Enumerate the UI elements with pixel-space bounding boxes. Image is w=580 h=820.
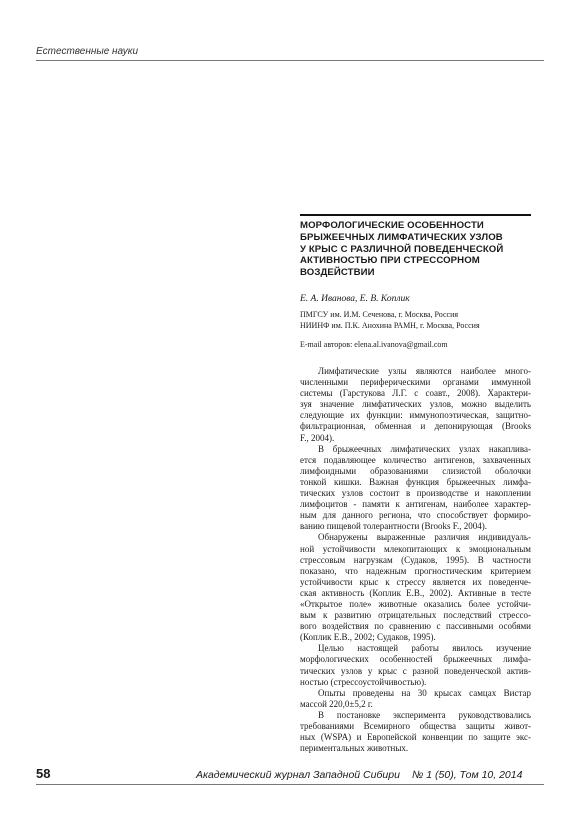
body-line: периментальных животных. xyxy=(300,743,409,754)
title-line: МОРФОЛОГИЧЕСКИЕ ОСОБЕННОСТИ xyxy=(300,220,484,231)
body-line: Опыты проведены на 30 крысах самцах Вистар xyxy=(318,687,531,698)
body-line: ется подавляющее количество антигенов, захваченных xyxy=(300,454,531,465)
issue-info: № 1 (50), Том 10, 2014 xyxy=(412,769,523,781)
body-line: показано, что надежным прогностическим критерием xyxy=(300,565,531,576)
affiliations xyxy=(300,310,480,331)
body-line: стрессовым нагрузкам (Судаков, 1995). В частности xyxy=(300,554,531,565)
article-body xyxy=(300,366,531,754)
body-line: Целью настоящей работы явилось изучение xyxy=(318,643,531,654)
body-line: фильтрационная, обменная и депонирующая (Brooks xyxy=(300,421,531,432)
article-title xyxy=(300,220,532,279)
body-line: ностью (стрессоустойчивостью). xyxy=(300,676,427,687)
section-header: Естественные науки xyxy=(36,46,139,57)
body-line: массой 220,0±5,2 г. xyxy=(300,698,373,709)
body-line: ным для данного региона, что способствует формиро- xyxy=(300,510,531,521)
affiliation: ПМГСУ им. И.М. Сеченова, г. Москва, Россия xyxy=(300,310,459,319)
title-line: АКТИВНОСТЬЮ ПРИ СТРЕССОРНОМ xyxy=(300,255,480,267)
body-line: численными периферическими органами иммунной xyxy=(300,377,531,388)
author-email: E-mail авторов: elena.al.ivanova@gmail.com xyxy=(300,340,448,349)
body-line: В постановке эксперимента руководствовались xyxy=(318,709,531,720)
body-line: лимфоидными образованиями слизистой оболочки xyxy=(300,465,531,476)
body-line: устойчивости крыс к стрессу является их поведенче- xyxy=(300,576,531,587)
body-line: тонкой кишки. Важная функция брыжеечных лимфа- xyxy=(300,476,531,487)
body-line: В брыжеечных лимфатических узлах накаплива- xyxy=(318,443,531,454)
body-line: вого воздействия по сравнению с пассивными особями xyxy=(300,621,531,632)
body-line: морфологических особенностей брыжеечных лимфа- xyxy=(300,654,531,665)
body-line: зуя значение лимфатических узлов, можно выделить xyxy=(300,399,531,410)
body-line: тических узлов состоит в производстве и накоплении xyxy=(300,488,531,499)
affiliation: НИИНФ им. П.К. Анохина РАМН, г. Москва, Россия xyxy=(300,320,480,330)
body-line: лимфоцитов - памяти к антигенам, наиболее характер- xyxy=(300,499,531,510)
footer-rule xyxy=(36,784,544,785)
body-line: требованиями Всемирного общества защиты живот- xyxy=(300,721,531,731)
title-rule xyxy=(300,214,531,216)
body-line: F., 2004). xyxy=(300,432,335,443)
body-line: (Коплик Е.В., 2002; Судаков, 1995). xyxy=(300,632,436,643)
title-line: ВОЗДЕЙСТВИИ xyxy=(300,267,375,279)
body-line: «Открытое поле» животные оказались более устойчи- xyxy=(300,598,531,609)
title-line: БРЫЖЕЕЧНЫХ ЛИМФАТИЧЕСКИХ УЗЛОВ xyxy=(300,231,503,243)
body-line: следующие их функции: иммунопоэтическая, защитно- xyxy=(300,410,531,421)
body-line: системы (Гарстукова Л.Г. с соавт., 2008). Характери- xyxy=(300,388,531,399)
title-line: У КРЫС С РАЗЛИЧНОЙ ПОВЕДЕНЧЕСКОЙ xyxy=(300,243,504,255)
body-line: вым к развитию отрицательных последствий стрессо- xyxy=(300,610,531,621)
journal-name: Академический журнал Западной Сибири xyxy=(196,769,400,781)
body-line: тических узлов у крыс с разной поведенческой актив- xyxy=(300,665,531,676)
body-line: ной устойчивости млекопитающих к эмоциональным xyxy=(300,543,531,554)
authors: Е. А. Иванова, Е. В. Коплик xyxy=(300,294,410,304)
header-rule xyxy=(36,60,544,61)
page-number: 58 xyxy=(36,766,51,781)
body-line: Лимфатические узлы являются наиболее много- xyxy=(318,366,531,376)
body-line: Обнаружены выраженные различия индивидуаль- xyxy=(318,532,531,543)
body-line: ванию пищевой толерантности (Brooks F., 2004). xyxy=(300,521,488,532)
body-line: ская активность (Коплик Е.В., 2002). Активные в тесте xyxy=(300,587,531,598)
body-line: ных (WSPA) и Европейской конвенции по защите экс- xyxy=(300,732,531,743)
